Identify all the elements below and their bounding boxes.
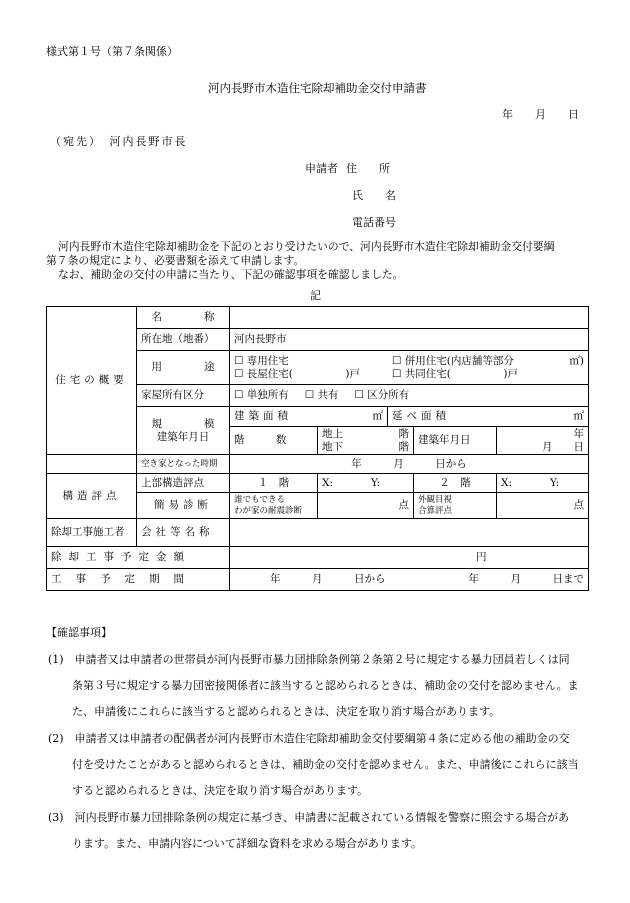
company-field[interactable]: [230, 519, 589, 547]
period-from: 年 月 日から: [270, 573, 386, 585]
floor-unit-above: 階: [398, 427, 409, 440]
name-field[interactable]: [230, 307, 589, 329]
addressee: （宛先） 河内長野市長: [50, 135, 188, 148]
intro-line-1: 河内長野市木造住宅除却補助金を下記のとおり受けたいので、河内長野市木造住宅除却補助金交付要綱: [58, 240, 555, 253]
ownership-option-shared[interactable]: ☐ 共有: [304, 389, 339, 401]
total-floor-area-label: 延べ面積: [392, 410, 450, 422]
build-date-label: 建築年月日: [414, 427, 497, 455]
applicant-name-label: 氏 名: [352, 189, 396, 202]
ki-marker: 記: [310, 289, 321, 302]
diag-note-line2: わが家の耐震診断: [234, 505, 303, 516]
scale-date-label: [137, 407, 230, 455]
amount-yen-unit: 円: [476, 551, 487, 563]
use-option-apartment[interactable]: ☐ 共同住宅( )戸: [392, 367, 518, 380]
note3-line1: (3) 河内長野市暴力団排除条例の規定に基づき、申請書に記載されている情報を警察に照会する場合があ: [48, 811, 570, 824]
upper-eval-label: 上部構造評点: [137, 474, 230, 493]
note1-line1: (1) 申請者又は申請者の世帯員が河内長野市暴力団排除条例第２条第２号に規定する暴力団員若しくは同: [48, 653, 570, 666]
applicant-phone-label: 電話番号: [352, 216, 396, 229]
period-label: 工事予定期間: [47, 569, 230, 591]
visual-note-line2: 合算評点: [418, 505, 453, 516]
company-label: 会社等名称: [137, 519, 230, 547]
note3-line2: ります。また、申請内容について詳細な資料を求める場合があります。: [72, 837, 423, 850]
location-field[interactable]: 河内長野市: [230, 329, 589, 351]
applicant-address-label: 住 所: [346, 162, 390, 175]
amount-label: 除却工事予定金額: [47, 547, 230, 569]
build-date-year-unit: 年: [573, 427, 585, 440]
floor-unit-below: 階: [398, 440, 409, 453]
ownership-option-unit[interactable]: ☐ 区分所有: [354, 389, 410, 401]
visual-note: [414, 493, 497, 519]
note2-line3: すると認められるときは、決定を取り消す場合があります。: [72, 784, 369, 797]
below-ground-label: 地下: [322, 440, 343, 453]
use-option-exclusive[interactable]: ☐ 専用住宅: [234, 354, 289, 367]
use-option-mixed[interactable]: ☐ 併用住宅(内店舗等部分: [392, 354, 514, 367]
name-label: 名 称: [137, 307, 230, 329]
form-number: 様式第１号（第７条関係）: [46, 45, 178, 58]
floor1-xy[interactable]: [318, 474, 414, 493]
amount-field[interactable]: [230, 547, 589, 569]
application-table: [46, 306, 589, 591]
use-label: 用 途: [137, 351, 230, 385]
intro-line-2: 第７条の規定により、必要書類を添えて申請します。: [46, 254, 305, 267]
use-options: [230, 351, 589, 385]
floor1-label: １ 階: [230, 474, 318, 493]
above-ground-label: 地上: [322, 427, 343, 440]
housing-overview-label: 住宅の概要: [47, 307, 137, 455]
ownership-options: [230, 385, 589, 407]
simple-diag-label: 簡易診断: [137, 493, 230, 519]
note2-line1: (2) 申請者又は申請者の配偶者が河内長野市木造住宅除却補助金交付要綱第４条に定める他の補助金の交: [48, 732, 570, 745]
intro-line-3: なお、補助金の交付の申請に当たり、下記の確認事項を確認しました。: [58, 268, 404, 281]
build-date-month-day-unit: 月 日: [542, 440, 585, 453]
diag-points-field[interactable]: 点: [318, 493, 414, 519]
floor1-x: X:: [322, 476, 334, 489]
floor2-y: Y:: [550, 476, 560, 489]
applicant-label: 申請者: [305, 162, 338, 175]
notes-heading: 【確認事項】: [46, 626, 112, 639]
visual-points-field[interactable]: 点: [497, 493, 589, 519]
total-floor-area-unit: ㎡: [573, 410, 585, 422]
note2-line2: 付を受けたことがあると認められるときは、補助金の交付を認めません。また、申請後にこれらに該当: [72, 758, 579, 771]
floor2-label: ２ 階: [414, 474, 497, 493]
vacant-date-field[interactable]: 年 月 日から: [230, 455, 589, 474]
period-to: 年 月 日まで: [468, 573, 585, 585]
location-label: 所在地（地番）: [137, 329, 230, 351]
floor2-x: X:: [501, 476, 513, 489]
scale-label: 規 模: [151, 417, 215, 430]
diag-note: [230, 493, 318, 519]
total-floor-area-field[interactable]: [388, 407, 589, 427]
floor2-xy[interactable]: [497, 474, 589, 493]
use-option-mixed-unit: ㎡): [569, 354, 585, 367]
building-area-field[interactable]: [230, 407, 388, 427]
note1-line3: た、申請後にこれらに該当すると認められるときは、決定を取り消す場合があります。: [72, 705, 501, 718]
building-area-unit: ㎡: [372, 410, 383, 422]
vacant-label: 空き家となった時期: [137, 455, 230, 474]
vacant-spacer: [47, 455, 137, 474]
build-date-label-left: 建築年月日: [156, 430, 210, 443]
date-line: 年 月 日: [502, 108, 579, 121]
note1-line2: 条第３号に規定する暴力団密接関係者に該当すると認められるときは、補助金の交付を認めません。ま: [72, 679, 579, 692]
document-title: 河内長野市木造住宅除却補助金交付申請書: [208, 81, 427, 95]
floors-label: 階 数: [230, 427, 318, 455]
building-area-label: 建築面積: [234, 410, 292, 422]
period-field[interactable]: [230, 569, 589, 591]
use-option-rowhouse[interactable]: ☐ 長屋住宅( )戸: [234, 367, 360, 380]
ownership-option-single[interactable]: ☐ 単独所有: [234, 389, 289, 401]
structure-eval-label: 構造評点: [47, 474, 137, 519]
ownership-label: 家屋所有区分: [137, 385, 230, 407]
diag-note-line1: 誰でもできる: [234, 494, 286, 505]
visual-note-line1: 外観目視: [418, 494, 453, 505]
floor1-y: Y:: [371, 476, 381, 489]
build-date-field[interactable]: [497, 427, 589, 455]
contractor-label: 除却工事施工者: [47, 519, 137, 547]
floors-field[interactable]: [318, 427, 414, 455]
